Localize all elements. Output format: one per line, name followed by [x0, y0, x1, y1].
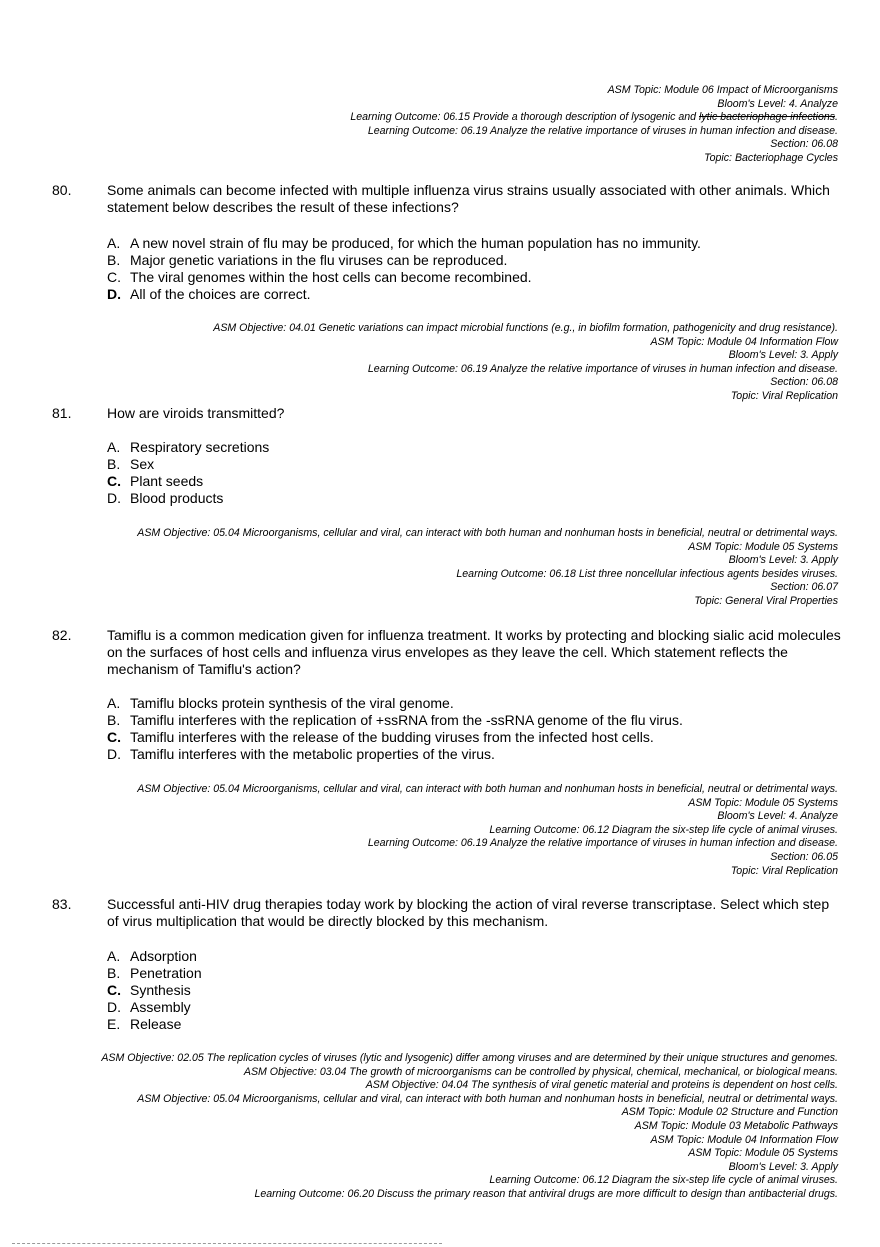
choice-letter: D.	[107, 999, 121, 1015]
metadata-line: Learning Outcome: 06.20 Discuss the primary reason that antiviral drugs are more difficult to design than antibacterial drugs.	[254, 1187, 838, 1200]
choice-text: Tamiflu interferes with the replication of +ssRNA from the -ssRNA genome of the flu virus.	[130, 712, 683, 728]
choice-text: Tamiflu interferes with the release of the budding viruses from the infected host cells.	[130, 729, 654, 745]
question-number: 83.	[52, 896, 72, 912]
metadata-line: ASM Objective: 05.04 Microorganisms, cellular and viral, can interact with both human and nonhuman hosts in beneficial, neutral or detrimental ways.	[137, 527, 838, 539]
metadata-line: Bloom's Level: 4. Analyze	[717, 810, 838, 823]
metadata-text: Learning Outcome: 06.15 Provide a thorough description of lysogenic and	[350, 111, 699, 124]
choice-item	[107, 269, 701, 286]
metadata-line: Bloom's Level: 3. Apply	[728, 349, 838, 362]
choice-letter: C.	[107, 982, 121, 998]
choice-text: Adsorption	[130, 948, 197, 964]
choice-text: Assembly	[130, 999, 191, 1015]
metadata-line: ASM Topic: Module 03 Metabolic Pathways	[634, 1119, 838, 1132]
choice-list	[107, 235, 701, 303]
metadata-line: ASM Objective: 05.04 Microorganisms, cellular and viral, can interact with both human and nonhuman hosts in beneficial, neutral or detrimental ways.	[137, 1092, 838, 1105]
metadata-line: Learning Outcome: 06.12 Diagram the six-step life cycle of animal viruses.	[489, 823, 838, 836]
choice-letter: A.	[107, 439, 121, 455]
question-number: 81.	[52, 405, 72, 421]
choice-item	[107, 490, 269, 507]
choice-letter: B.	[107, 252, 121, 268]
metadata-line: Section: 06.05	[770, 850, 838, 863]
metadata-line: Section: 06.08	[770, 376, 838, 389]
choice-text: Respiratory secretions	[130, 439, 270, 455]
question-text: How are viroids transmitted?	[107, 405, 285, 421]
metadata-line: Bloom's Level: 3. Apply	[728, 554, 838, 567]
metadata-line: Section: 06.08	[770, 138, 838, 151]
metadata-line: ASM Objective: 04.04 The synthesis of viral genetic material and proteins is dependent on host cells.	[365, 1079, 838, 1092]
choice-letter: B.	[107, 456, 121, 472]
metadata-block-83	[52, 1052, 838, 1202]
choice-letter: D.	[107, 746, 121, 762]
metadata-line: Learning Outcome: 06.19 Analyze the relative importance of viruses in human infection and disease.	[367, 124, 838, 137]
choice-item	[107, 252, 701, 269]
choice-letter: D.	[107, 490, 121, 506]
metadata-line: ASM Topic: Module 04 Information Flow	[650, 335, 838, 348]
choice-item	[107, 456, 269, 473]
metadata-line: ASM Topic: Module 05 Systems	[688, 540, 838, 553]
choice-item	[107, 1016, 202, 1033]
choice-letter: B.	[107, 965, 121, 981]
choice-text: Tamiflu interferes with the metabolic properties of the virus.	[130, 746, 495, 762]
metadata-line: Learning Outcome: 06.19 Analyze the relative importance of viruses in human infection and disease.	[367, 837, 838, 850]
choice-list	[107, 439, 269, 507]
question-number: 80.	[52, 182, 72, 198]
metadata-block-81	[137, 527, 838, 609]
choice-letter: A.	[107, 235, 121, 251]
choice-item	[107, 439, 269, 456]
choice-item	[107, 235, 701, 252]
choice-text: The viral genomes within the host cells can become recombined.	[130, 269, 532, 285]
metadata-block-82	[137, 783, 838, 878]
choice-text: Release	[130, 1016, 182, 1032]
metadata-line: ASM Topic: Module 05 Systems	[688, 796, 838, 809]
choice-letter: B.	[107, 712, 121, 728]
metadata-line: ASM Topic: Module 05 Systems	[688, 1147, 838, 1160]
metadata-block-0	[350, 84, 838, 166]
correct-choice-item	[107, 286, 701, 303]
metadata-block-80	[213, 322, 838, 404]
question-text: Tamiflu is a common medication given for influenza treatment. It works by protecting and blocking sialic acid molecules on the surfaces of host cells and influenza virus envelopes as they leave the cell. Which statement reflects the mechanism of Tamiflu's action?	[107, 627, 841, 677]
metadata-line: Topic: Viral Replication	[730, 389, 838, 402]
page-divider	[12, 1243, 442, 1244]
question-number: 82.	[52, 627, 72, 643]
question-text: Successful anti-HIV drug therapies today work by blocking the action of viral reverse transcriptase. Select which step of virus multiplication that would be directly blocked by this mechanism.	[107, 896, 830, 929]
metadata-line: ASM Topic: Module 06 Impact of Microorganisms	[607, 84, 838, 96]
choice-letter: A.	[107, 948, 121, 964]
metadata-line: Bloom's Level: 4. Analyze	[717, 97, 838, 110]
question-text: Some animals can become infected with multiple influenza virus strains usually associated with other animals. Which statement below describes the result of these infections?	[107, 182, 830, 215]
choice-item	[107, 712, 683, 729]
choice-item	[107, 695, 683, 712]
metadata-line: ASM Objective: 04.01 Genetic variations can impact microbial functions (e.g., in biofilm formation, pathogenicity and drug resistance).	[213, 322, 838, 334]
metadata-line: ASM Topic: Module 02 Structure and Function	[621, 1106, 838, 1119]
correct-choice-item	[107, 473, 269, 490]
metadata-line: ASM Objective: 03.04 The growth of microorganisms can be controlled by physical, chemical, mechanical, or biological means.	[243, 1065, 838, 1078]
metadata-line: Learning Outcome: 06.12 Diagram the six-step life cycle of animal viruses.	[489, 1174, 838, 1187]
choice-text: Plant seeds	[130, 473, 204, 489]
choice-text: Tamiflu blocks protein synthesis of the viral genome.	[130, 695, 454, 711]
choice-text: All of the choices are correct.	[130, 286, 311, 302]
metadata-line: ASM Topic: Module 04 Information Flow	[650, 1133, 838, 1146]
choice-item	[107, 948, 202, 965]
choice-letter: C.	[107, 729, 121, 745]
metadata-line: Topic: General Viral Properties	[694, 594, 838, 607]
metadata-line: ASM Objective: 05.04 Microorganisms, cellular and viral, can interact with both human and nonhuman hosts in beneficial, neutral or detrimental ways.	[137, 783, 838, 795]
choice-item	[107, 999, 202, 1016]
metadata-line: Topic: Viral Replication	[730, 864, 838, 877]
choice-letter: A.	[107, 695, 121, 711]
choice-text: Penetration	[130, 965, 202, 981]
metadata-line: Section: 06.07	[770, 581, 838, 594]
metadata-line: ASM Objective: 02.05 The replication cycles of viruses (lytic and lysogenic) differ among viruses and are determined by their unique structures and genomes.	[101, 1052, 838, 1064]
choice-letter: C.	[107, 269, 121, 285]
strikethrough-text: lytic bacteriophage infections	[699, 111, 836, 124]
metadata-line: Bloom's Level: 3. Apply	[728, 1160, 838, 1173]
metadata-line: Learning Outcome: 06.18 List three noncellular infectious agents besides viruses.	[456, 567, 838, 580]
correct-choice-item	[107, 982, 202, 999]
choice-item	[107, 746, 683, 763]
choice-text: A new novel strain of flu may be produced, for which the human population has no immunity.	[130, 235, 701, 251]
choice-text: Blood products	[130, 490, 224, 506]
metadata-text: .	[835, 111, 838, 124]
choice-item	[107, 965, 202, 982]
choice-text: Major genetic variations in the flu viruses can be reproduced.	[130, 252, 508, 268]
choice-list	[107, 695, 683, 763]
choice-text: Sex	[130, 456, 155, 472]
metadata-line	[350, 111, 838, 125]
choice-list	[107, 948, 202, 1033]
metadata-line: Learning Outcome: 06.19 Analyze the relative importance of viruses in human infection and disease.	[367, 362, 838, 375]
choice-letter: C.	[107, 473, 121, 489]
metadata-line: Topic: Bacteriophage Cycles	[704, 151, 838, 164]
correct-choice-item	[107, 729, 683, 746]
choice-letter: D.	[107, 286, 121, 302]
choice-letter: E.	[107, 1016, 121, 1032]
choice-text: Synthesis	[130, 982, 191, 998]
